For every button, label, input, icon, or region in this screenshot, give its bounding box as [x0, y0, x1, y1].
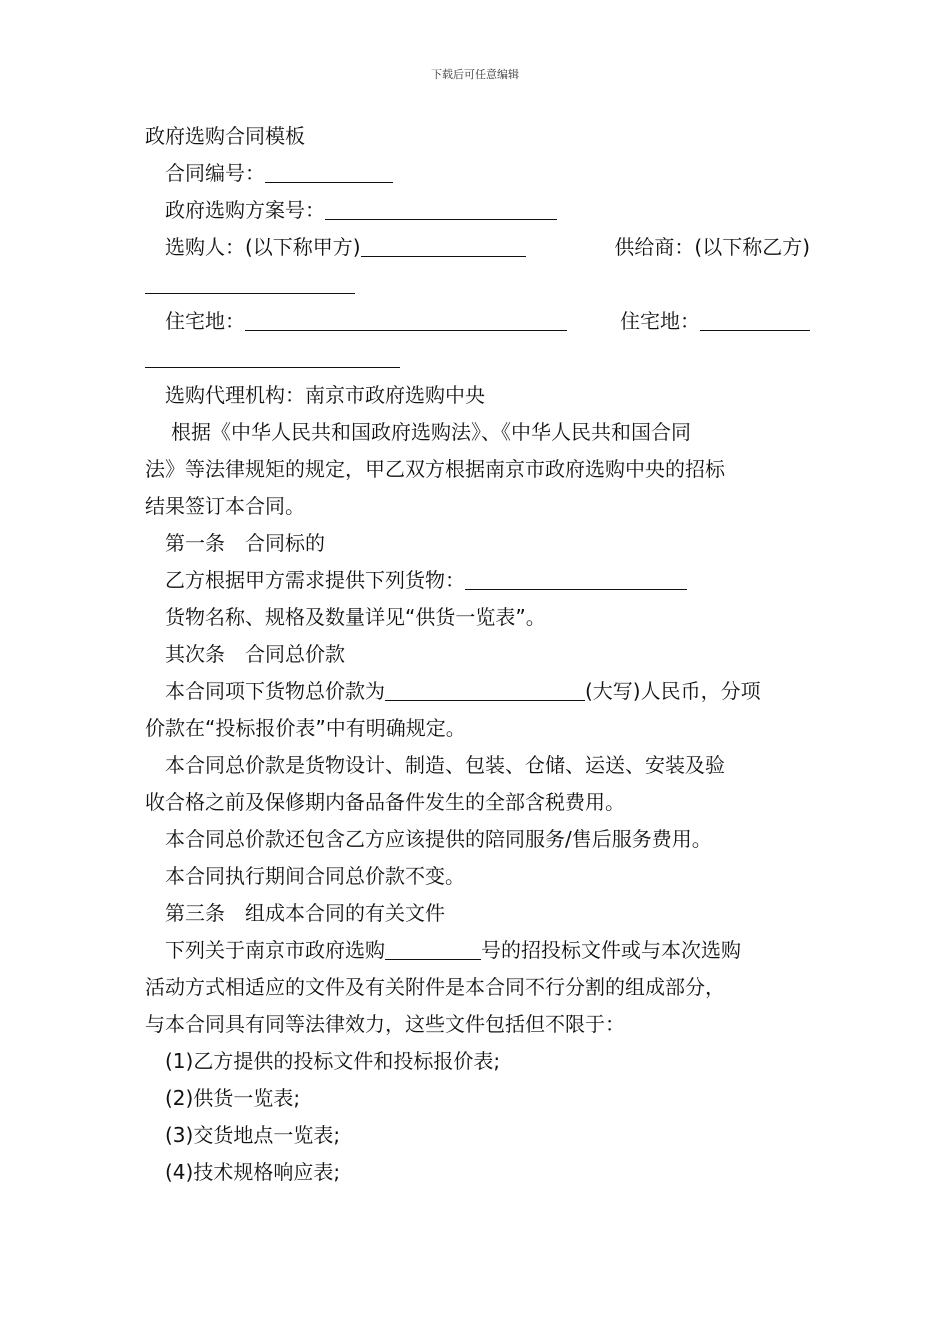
supplier-address-blank: [700, 308, 810, 331]
plan-number-blank: [325, 197, 557, 220]
article-2-title: 其次条 合同总价款: [165, 642, 345, 666]
agency-line: 选购代理机构：南京市政府选购中央: [165, 383, 485, 407]
buyer-address-blank: [245, 308, 567, 331]
article-3-title: 第三条 组成本合同的有关文件: [165, 901, 445, 925]
supplier-label: 供给商：(以下称乙方): [614, 235, 810, 259]
list-item: (2)供货一览表;: [165, 1086, 301, 1110]
parties-row: [145, 229, 810, 266]
buyer-address-label: 住宅地：: [165, 309, 245, 333]
plan-number-row: [145, 192, 810, 229]
article-2-price-row: [145, 673, 810, 710]
contract-document: [145, 118, 810, 1191]
buyer-address-field: [165, 303, 567, 340]
article-2-price-blank: [385, 678, 585, 701]
address-row: [145, 303, 810, 340]
intro-line-2: 法》等法律规矩的规定，甲乙双方根据南京市政府选购中央的招标: [145, 457, 725, 481]
supplier-address-blank-cont: [145, 345, 400, 368]
intro-line-1: 根据《中华人民共和国政府选购法》、《中华人民共和国合同: [171, 420, 691, 444]
article-2-para-2-line-1: 本合同总价款是货物设计、制造、包装、仓储、运送、安装及验: [165, 753, 725, 777]
plan-number-label: 政府选购方案号：: [165, 198, 325, 222]
article-1-title: 第一条 合同标的: [165, 531, 325, 555]
article-1-supply-blank: [465, 567, 687, 590]
article-3-line-2: 活动方式相适应的文件及有关附件是本合同不行分割的组成部分，: [145, 975, 725, 999]
buyer-blank: [361, 234, 526, 257]
article-3-suffix: 号的招投标文件或与本次选购: [481, 938, 741, 962]
article-1-supply-label: 乙方根据甲方需求提供下列货物：: [165, 568, 465, 592]
supplier-blank-row: [145, 266, 810, 303]
article-3-para-row: [145, 932, 810, 969]
article-2-para-2-line-2: 收合格之前及保修期内备品备件发生的全部含税费用。: [145, 790, 625, 814]
supplier-address-field: [620, 303, 810, 340]
buyer-field: [165, 229, 526, 266]
article-2-para-3: 本合同总价款还包含乙方应该提供的陪同服务/售后服务费用。: [165, 827, 712, 851]
article-2-para-4: 本合同执行期间合同总价款不变。: [165, 864, 465, 888]
article-2-price-suffix: (大写)人民币，分项: [585, 679, 761, 703]
page-header: 下载后可任意编辑: [431, 68, 519, 81]
supplier-address-label: 住宅地：: [620, 309, 700, 333]
article-3-number-blank: [385, 937, 481, 960]
buyer-label: 选购人：(以下称甲方): [165, 235, 361, 259]
article-2-price-prefix: 本合同项下货物总价款为: [165, 679, 385, 703]
article-3-prefix: 下列关于南京市政府选购: [165, 938, 385, 962]
supplier-address-blank-row: [145, 340, 810, 377]
contract-number-row: [145, 155, 810, 192]
intro-line-3: 结果签订本合同。: [145, 494, 305, 518]
article-2-price-line-2: 价款在“投标报价表”中有明确规定。: [145, 716, 466, 740]
article-1-detail: 货物名称、规格及数量详见“供货一览表”。: [165, 605, 546, 629]
contract-number-label: 合同编号：: [165, 161, 265, 185]
document-title: 政府选购合同模板: [145, 124, 305, 148]
list-item: (3)交货地点一览表;: [165, 1123, 341, 1147]
list-item: (1)乙方提供的投标文件和投标报价表;: [165, 1049, 501, 1073]
supplier-blank: [145, 271, 355, 294]
article-1-supply-row: [145, 562, 810, 599]
list-item: (4)技术规格响应表;: [165, 1160, 341, 1184]
contract-number-blank: [265, 160, 393, 183]
article-3-line-3: 与本合同具有同等法律效力，这些文件包括但不限于：: [145, 1012, 625, 1036]
